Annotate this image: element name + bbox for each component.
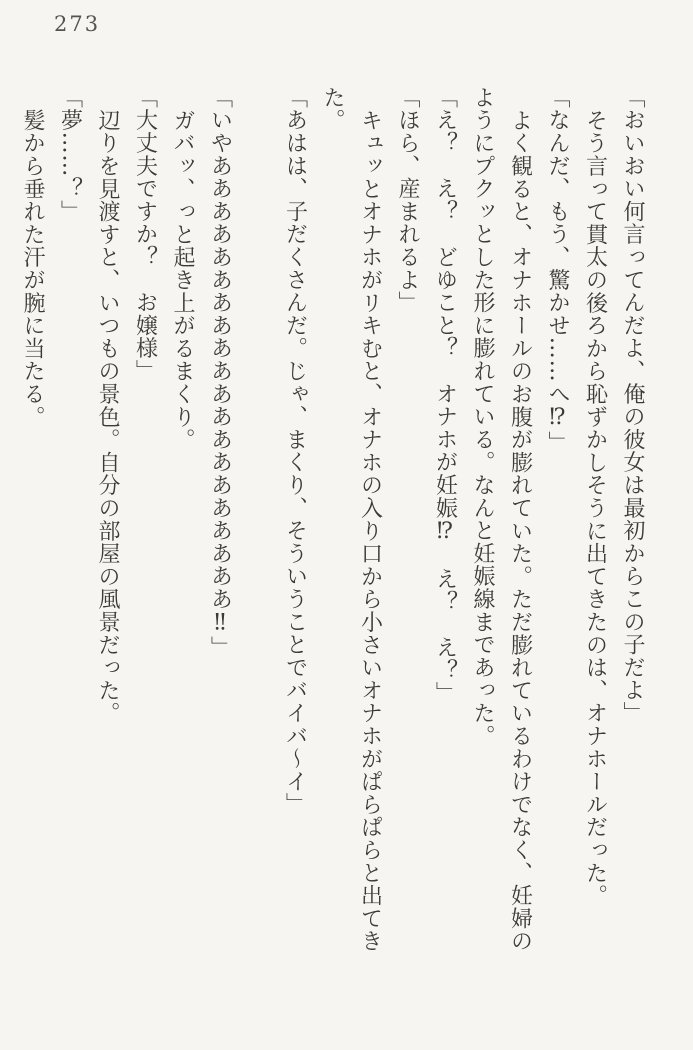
text-line: 髪から垂れた汗が腕に当たる。 [20, 109, 45, 429]
text-line: ようにプクッとした形に膨れている。なんと妊娠線まであった。 [470, 86, 495, 748]
text-block [14, 86, 652, 960]
text-line: 「夢……？」 [57, 86, 83, 223]
blank-line [239, 86, 277, 960]
text-line: た。 [320, 86, 345, 132]
text-line: 「いやああああああああああああああああああああ‼」 [207, 86, 233, 659]
text-line: 「ほら、産まれるよ」 [395, 86, 420, 314]
text-line: 「え？ え？ どゆこと？ オナホが妊娠⁉ え？ え？」 [432, 86, 458, 705]
text-line: そう言って貫太の後ろから恥ずかしそうに出てきたのは、オナホールだった。 [582, 109, 608, 907]
text-line: 辺りを見渡すと、いつもの景色。自分の部屋の風景だった。 [95, 109, 120, 725]
text-line: 「あはは、子だくさんだ。じゃ、まくり、そういうことでバイバ～イ」 [282, 86, 308, 816]
page-number: 273 [54, 12, 101, 36]
text-line: キュッとオナホがリキむと、オナホの入り口から小さいオナホがぱらぱらと出てき [357, 109, 383, 953]
text-line: 「なんだ、もう、驚かせ……へ⁉」 [545, 86, 570, 454]
text-line: 「大丈夫ですか？ お嬢様」 [132, 86, 158, 383]
text-line: 「おいおい何言ってんだよ、俺の彼女は最初からこの子だよ」 [620, 86, 645, 725]
text-line: よく観ると、オナホールのお腹が膨れていた。ただ膨れているわけでなく、妊婦の [507, 109, 533, 953]
text-line: ガバッ、っと起き上がるまくり。 [170, 109, 195, 451]
